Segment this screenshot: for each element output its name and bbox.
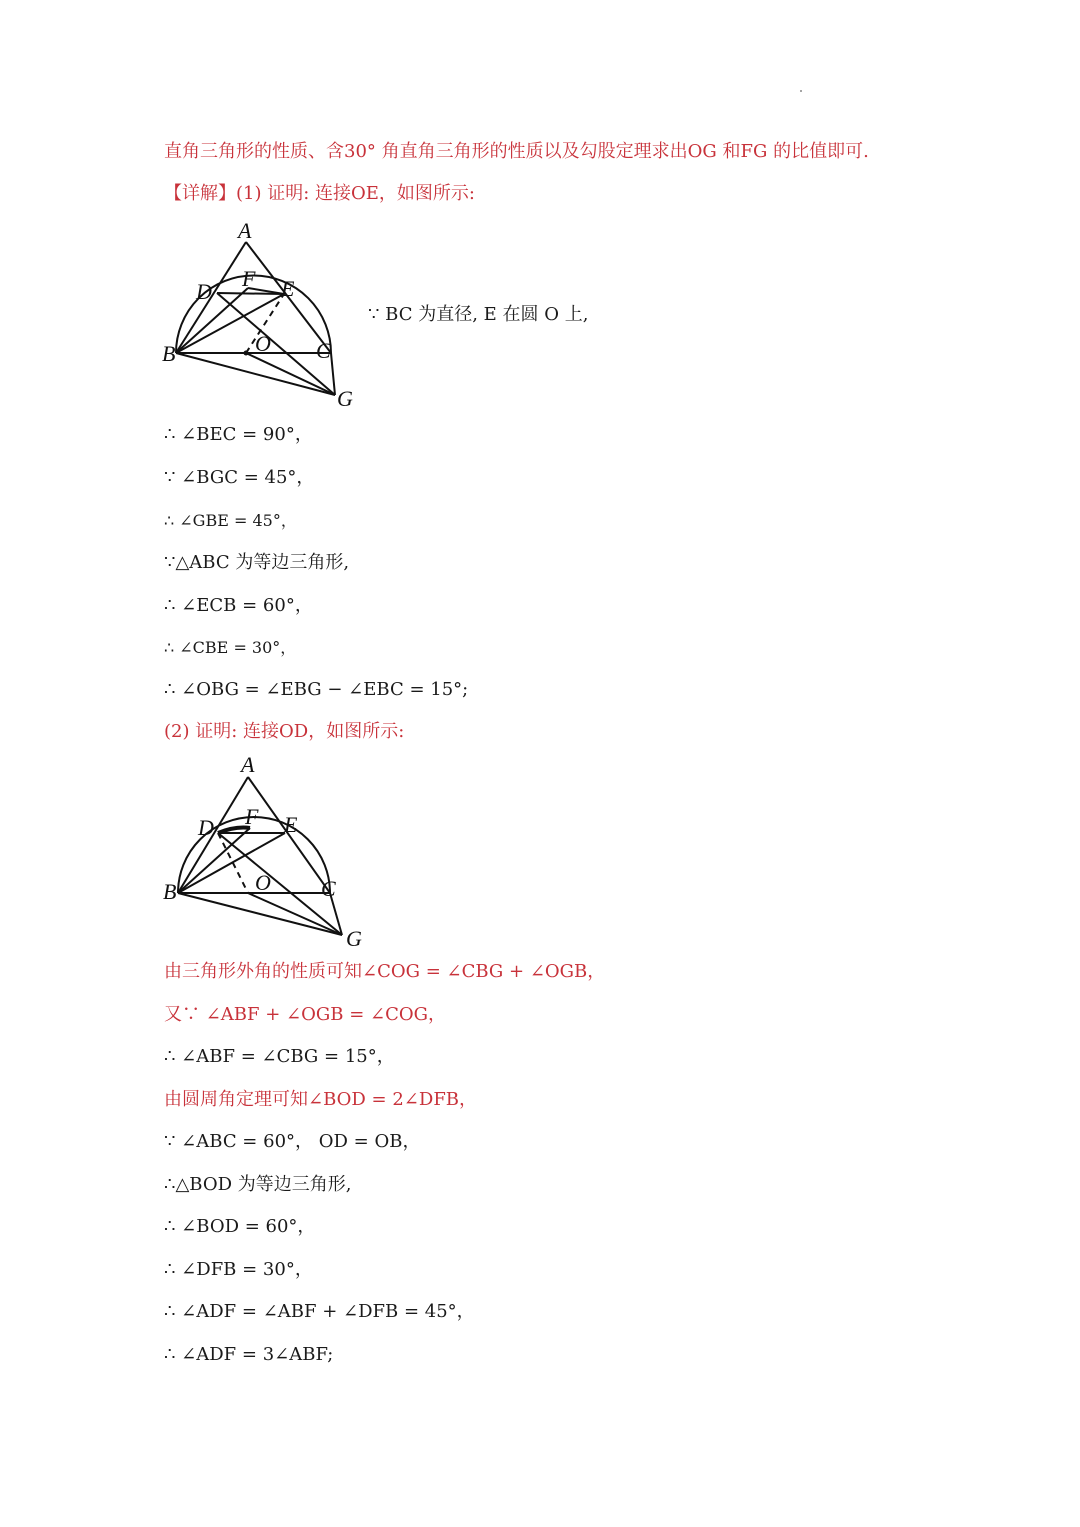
figure1-side-note: ∵ BC 为直径, E 在圆 O 上, (368, 304, 589, 325)
label-o: O (255, 870, 271, 895)
step-line: 由圆周角定理可知∠BOD = 2∠DFB， (164, 1089, 478, 1110)
geometry-figure-2 (160, 750, 370, 955)
segment-cg (331, 353, 335, 395)
scan-speck (800, 90, 802, 92)
label-e: E (281, 276, 295, 301)
step-line: ∴ ∠GBE = 45°， (164, 511, 297, 530)
label-f: F (242, 266, 256, 291)
center-o (244, 351, 249, 356)
label-g: G (337, 386, 353, 411)
step-line: ∴ ∠ADF = ∠ABF + ∠DFB = 45°， (164, 1301, 475, 1322)
step-line: ∴ ∠DFB = 30°， (164, 1259, 313, 1280)
label-c: C (316, 338, 331, 363)
step-line: ∴△BOD 为等边三角形, (164, 1174, 352, 1195)
geometry-figure-1 (160, 218, 370, 413)
label-b: B (163, 879, 177, 904)
label-g: G (346, 926, 362, 951)
step-line: ∵△ABC 为等边三角形, (164, 552, 350, 573)
label-b: B (162, 341, 176, 366)
step-line: ∴ ∠BEC = 90°， (164, 424, 313, 445)
step-line: ∴ ∠ABF = ∠CBG = 15°， (164, 1046, 395, 1067)
label-o: O (255, 331, 271, 356)
label-f: F (245, 804, 259, 829)
step-line: ∵ ∠ABC = 60°， OD = OB， (164, 1131, 421, 1152)
label-c: C (321, 876, 336, 901)
step-line: ∴ ∠OBG = ∠EBG − ∠EBC = 15°; (164, 679, 469, 700)
label-a: A (241, 752, 255, 777)
step-line: 又∵ ∠ABF + ∠OGB = ∠COG， (164, 1004, 447, 1025)
label-e: E (284, 812, 298, 837)
detail-header: 【详解】(1) 证明: 连接OE，如图所示: (164, 183, 475, 204)
step-line: ∴ ∠BOD = 60°， (164, 1216, 316, 1237)
intro-line: 直角三角形的性质、含30° 角直角三角形的性质以及勾股定理求出OG 和FG 的比值即可. (164, 141, 869, 162)
step-line: ∴ ∠CBE = 30°， (164, 638, 297, 657)
step-line: ∵ ∠BGC = 45°， (164, 467, 315, 488)
step-line: ∴ ∠ADF = 3∠ABF; (164, 1344, 334, 1365)
label-d: D (198, 815, 214, 840)
label-d: D (196, 279, 212, 304)
step-line: ∴ ∠ECB = 60°， (164, 595, 313, 616)
segment-de (217, 293, 284, 294)
segment-bf (178, 828, 250, 893)
part2-header: (2) 证明: 连接OD，如图所示: (164, 721, 405, 742)
label-a: A (238, 218, 252, 243)
step-line: 由三角形外角的性质可知∠COG = ∠CBG + ∠OGB， (164, 961, 606, 982)
